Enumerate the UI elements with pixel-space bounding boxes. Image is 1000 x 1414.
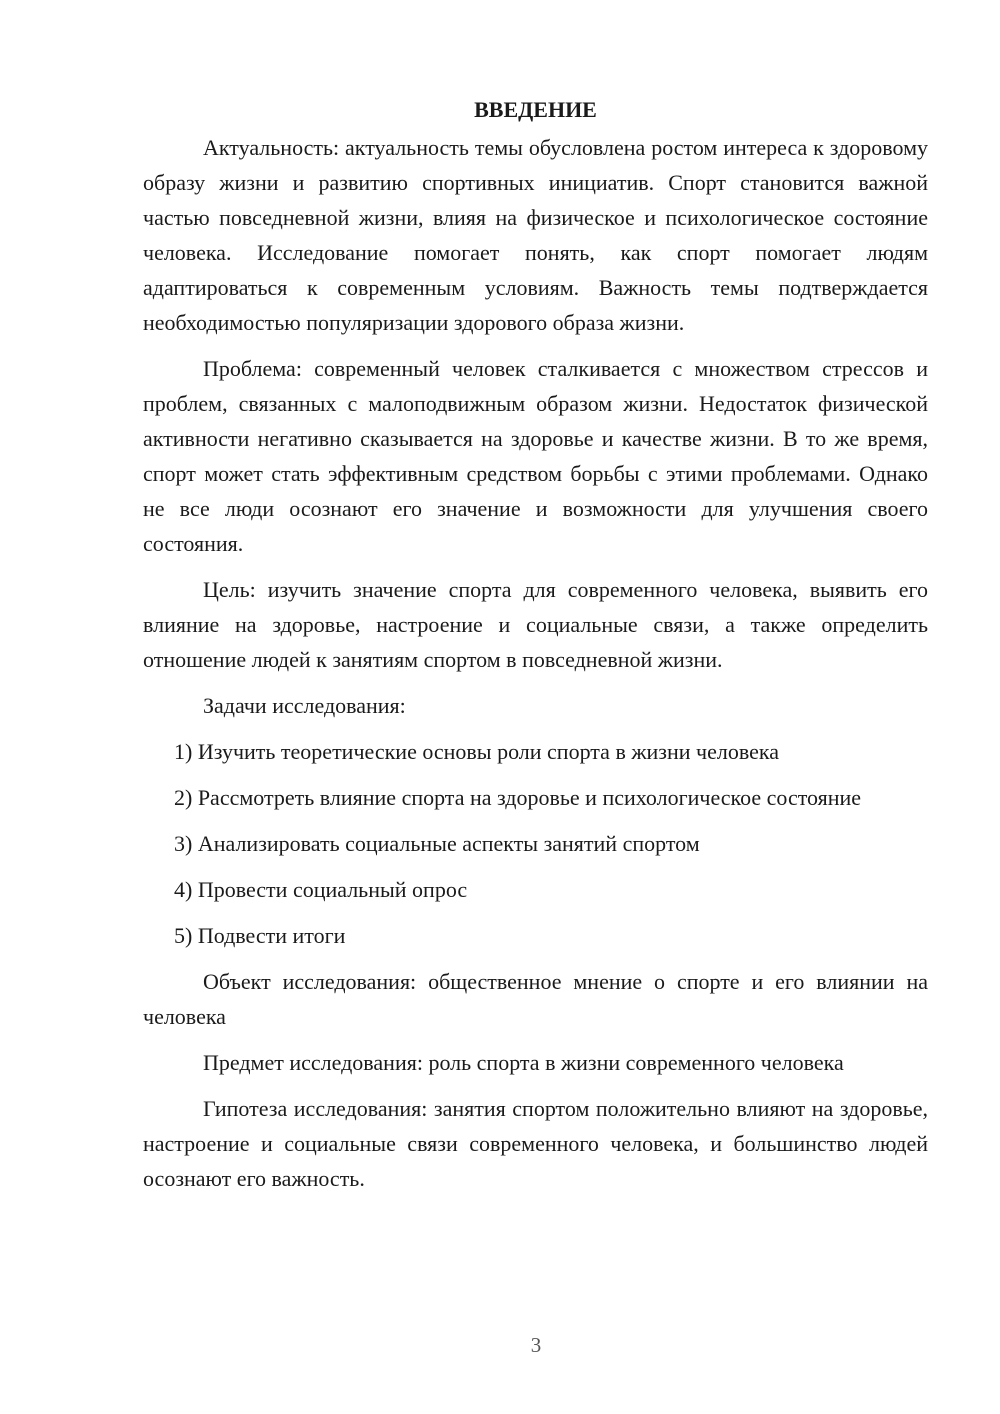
task-item-2: 2) Рассмотреть влияние спорта на здоровье и психологическое состояние: [174, 785, 862, 810]
tasks-title: Задачи исследования:: [203, 693, 406, 718]
task-item-4: 4) Провести социальный опрос: [174, 877, 468, 902]
task-item-3: 3) Анализировать социальные аспекты занятий спортом: [174, 831, 700, 856]
goal-paragraph: Цель: изучить значение спорта для современного человека, выявить его влияние на здоровье, настроение и социальные связи, а также определить отношение людей к занятиям спортом в повседневной жизни.: [143, 577, 928, 672]
relevance-paragraph: Актуальность: актуальность темы обусловлена ростом интереса к здоровому образу жизни и развитию спортивных инициатив. Спорт становится важной частью повседневной жизни, влияя на физическое и психологическое состояние человека. Исследование помогает понять, как спорт помогает людям адаптироваться к современным условиям. Важность темы подтверждается необходимостью популяризации здорового образа жизни.: [143, 135, 928, 335]
document-page: [143, 92, 928, 1196]
hypothesis-paragraph: Гипотеза исследования: занятия спортом положительно влияют на здоровье, настроение и социальные связи современного человека, и большинство людей осознают его важность.: [143, 1096, 928, 1191]
task-item-5: 5) Подвести итоги: [174, 923, 346, 948]
task-item-1: 1) Изучить теоретические основы роли спорта в жизни человека: [174, 739, 779, 764]
problem-paragraph: Проблема: современный человек сталкивается с множеством стрессов и проблем, связанных с малоподвижным образом жизни. Недостаток физической активности негативно сказывается на здоровье и качестве жизни. В то же время, спорт может стать эффективным средством борьбы с этими проблемами. Однако не все люди осознают его значение и возможности для улучшения своего состояния.: [143, 356, 928, 556]
page-number: 3: [530, 1333, 542, 1357]
subject-paragraph: Предмет исследования: роль спорта в жизни современного человека: [203, 1050, 844, 1075]
section-heading: ВВЕДЕНИЕ: [474, 97, 597, 122]
object-paragraph: Объект исследования: общественное мнение о спорте и его влиянии на человека: [143, 969, 928, 1029]
